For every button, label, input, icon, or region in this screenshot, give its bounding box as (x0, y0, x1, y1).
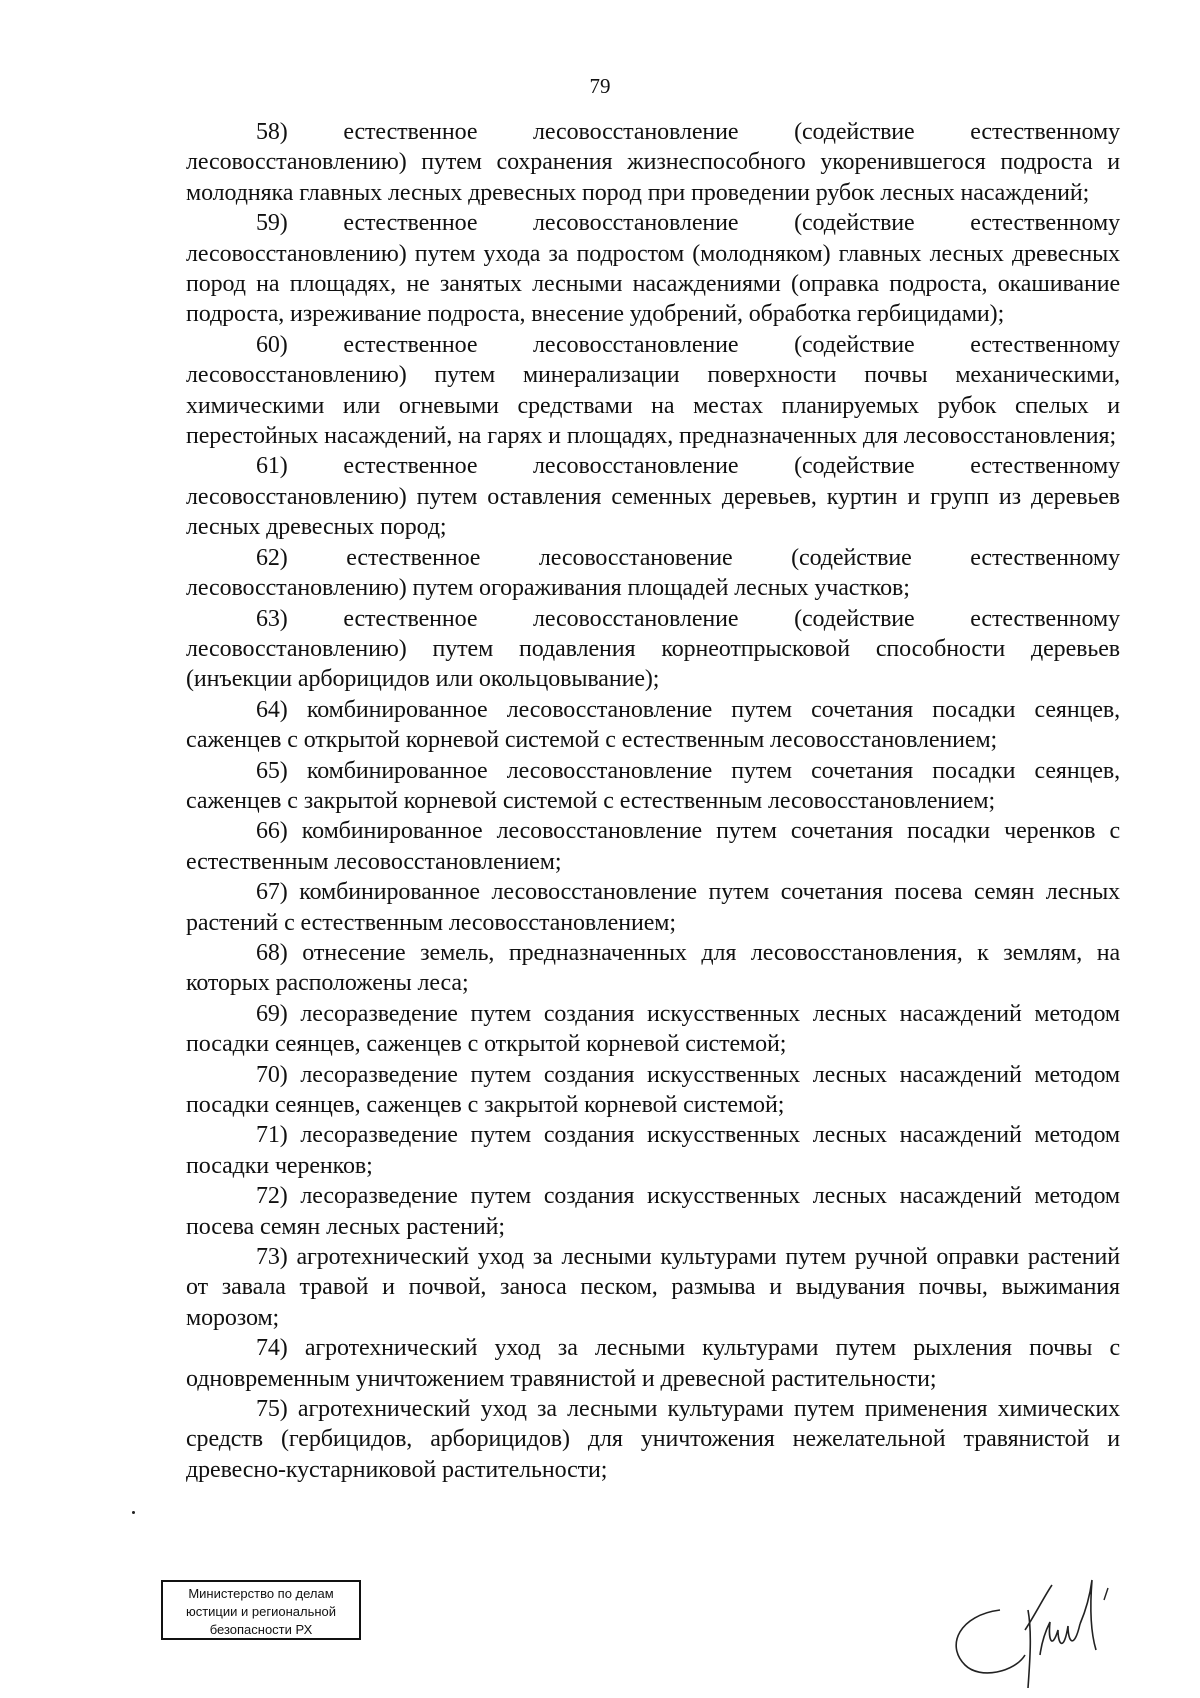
list-item: 66) комбинированное лесовосстановление путем сочетания посадки черенков с естественным лесовосстановлением; (186, 818, 1120, 875)
list-item: 60) естественное лесовосстановление (содействие естественному лесовосстановлению) путем минерализации поверхности почвы механическими, химическими или огневыми средствами на местах планируемых рубок спелых и перестойных насаждений, на гарях и площадях, предназначенных для лесовосстановления; (186, 331, 1120, 450)
document-body (186, 117, 1120, 1485)
handwritten-signature (940, 1560, 1170, 1690)
list-item: 71) лесоразведение путем создания искусственных лесных насаждений методом посадки черенков; (186, 1122, 1120, 1179)
list-item: 65) комбинированное лесовосстановление путем сочетания посадки сеянцев, саженцев с закрытой корневой системой с естественным лесовосстановлением; (186, 757, 1120, 814)
list-item: 59) естественное лесовосстановление (содействие естественному лесовосстановлению) путем ухода за подростом (молодняком) главных лесных древесных пород на площадях, не занятых лесными насаждениями (оправка подроста, окашивание подроста, изреживание подроста, внесение удобрений, обработка гербицидами); (186, 210, 1120, 328)
list-item: 75) агротехнический уход за лесными культурами путем применения химических средств (гербицидов, арборицидов) для уничтожения нежелательной травянистой и древесно-кустарниковой растительности; (186, 1396, 1120, 1483)
page-number: 79 (589, 74, 611, 98)
margin-dot (132, 1511, 135, 1514)
ministry-stamp (161, 1580, 361, 1640)
list-item: 63) естественное лесовосстановление (содействие естественному лесовосстановлению) путем подавления корнеотпрысковой способности деревьев (инъекции арборицидов или окольцовывание); (186, 605, 1120, 693)
list-item: 67) комбинированное лесовосстановление путем сочетания посева семян лесных растений с естественным лесовосстановлением; (186, 879, 1120, 936)
list-item: 61) естественное лесовосстановление (содействие естественному лесовосстановлению) путем оставления семенных деревьев, куртин и групп из деревьев лесных древесных пород; (186, 453, 1120, 541)
list-item: 64) комбинированное лесовосстановление путем сочетания посадки сеянцев, саженцев с открытой корневой системой с естественным лесовосстановлением; (186, 696, 1120, 754)
list-item: 69) лесоразведение путем создания искусственных лесных насаждений методом посадки сеянцев, саженцев с открытой корневой системой; (186, 1000, 1120, 1058)
stamp-line: Министерство по делам (188, 1586, 334, 1601)
list-item: 58) естественное лесовосстановление (содействие естественному лесовосстановлению) путем сохранения жизнеспособного укоренившегося подроста и молодняка главных лесных древесных пород при проведении рубок лесных насаждений; (186, 119, 1120, 206)
stamp-line: юстиции и региональной (185, 1604, 337, 1619)
list-item: 74) агротехнический уход за лесными культурами путем рыхления почвы с одновременным уничтожением травянистой и древесной растительности; (186, 1335, 1120, 1392)
list-item: 68) отнесение земель, предназначенных для лесовосстановления, к землям, на которых расположены леса; (186, 939, 1120, 997)
list-item: 73) агротехнический уход за лесными культурами путем ручной оправки растений от завала травой и почвой, заноса песком, размыва и выдувания почвы, выжимания морозом; (186, 1244, 1120, 1331)
list-item: 62) естественное лесовосстановение (содействие естественному лесовосстановлению) путем огораживания площадей лесных участков; (186, 544, 1120, 602)
stamp-line: безопасности РХ (209, 1622, 313, 1637)
list-item: 72) лесоразведение путем создания искусственных лесных насаждений методом посева семян лесных растений; (186, 1183, 1120, 1240)
list-item: 70) лесоразведение путем создания искусственных лесных насаждений методом посадки сеянцев, саженцев с закрытой корневой системой; (186, 1061, 1120, 1118)
